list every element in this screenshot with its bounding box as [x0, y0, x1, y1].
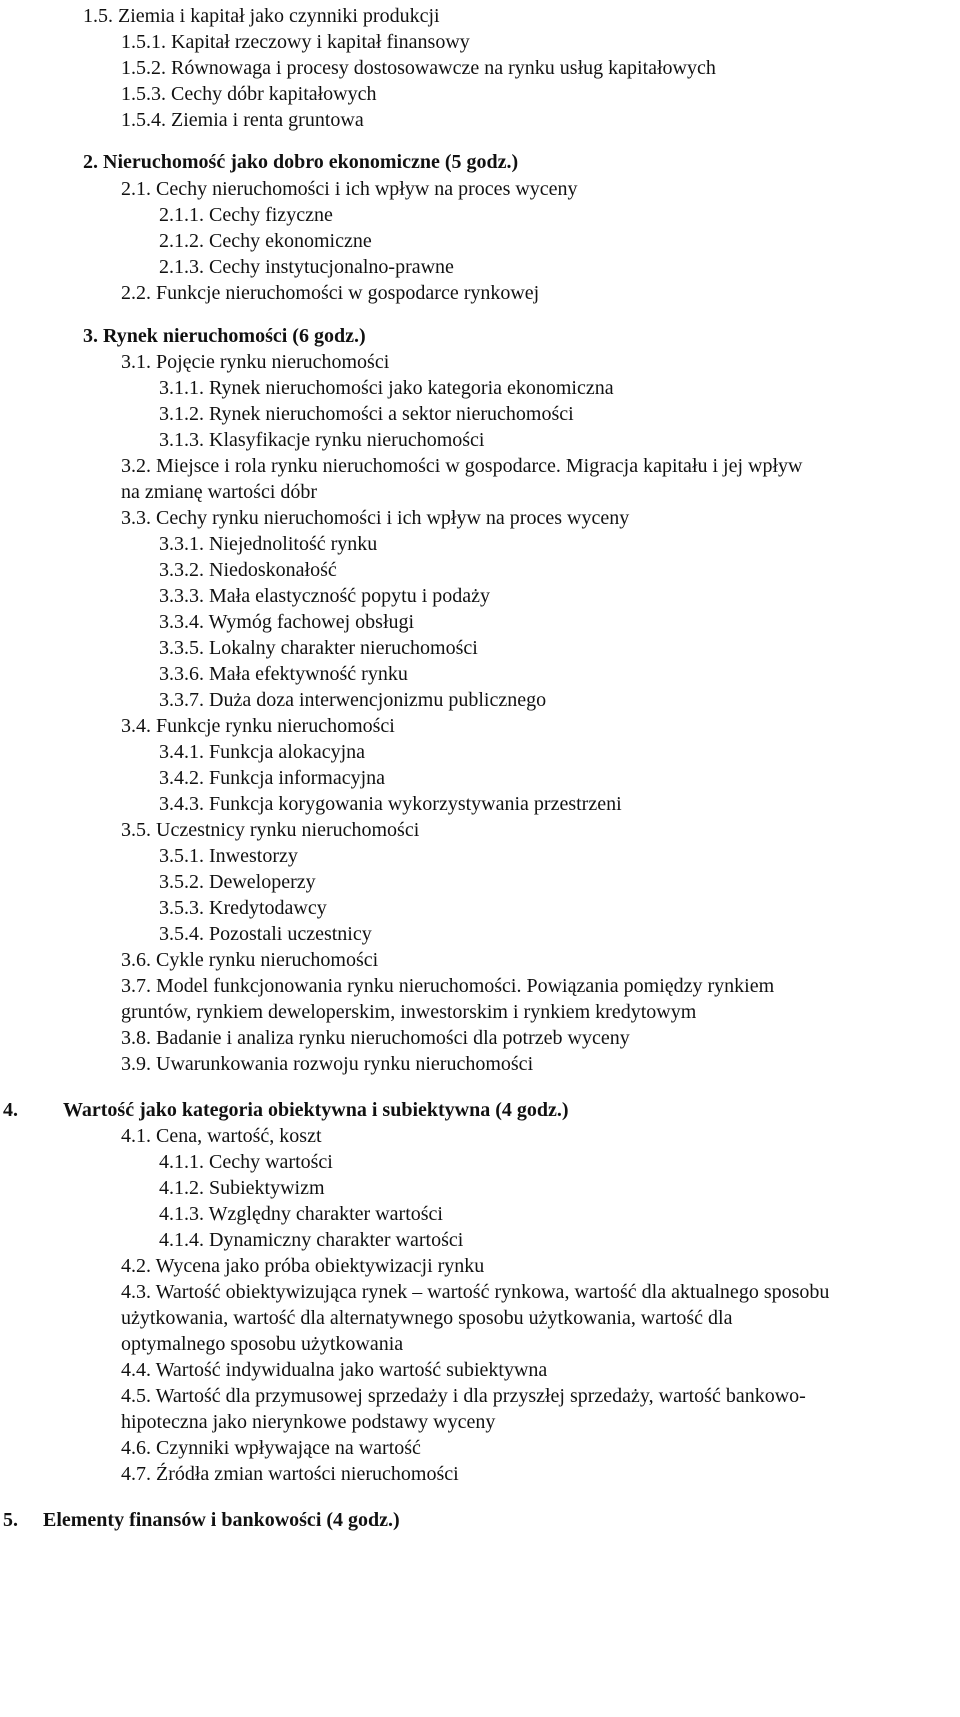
outline-item: 3.6. Cykle rynku nieruchomości — [121, 949, 379, 971]
outline-item: 3.5.2. Deweloperzy — [159, 871, 316, 893]
outline-item: 3.5. Uczestnicy rynku nieruchomości — [121, 819, 420, 841]
outline-item: 4.1.2. Subiektywizm — [159, 1177, 325, 1199]
outline-item: 3.3.5. Lokalny charakter nieruchomości — [159, 637, 478, 659]
outline-item: użytkowania, wartość dla alternatywnego sposobu użytkowania, wartość dla — [121, 1307, 733, 1329]
outline-item: 3.4.2. Funkcja informacyjna — [159, 767, 386, 789]
outline-item: 3.2. Miejsce i rola rynku nieruchomości w gospodarce. Migracja kapitału i jej wpływ — [121, 455, 803, 477]
outline-item: 3.3.3. Mała elastyczność popytu i podaży — [159, 585, 491, 607]
outline-item: 2.1. Cechy nieruchomości i ich wpływ na proces wyceny — [121, 178, 578, 200]
outline-item: gruntów, rynkiem deweloperskim, inwestorskim i rynkiem kredytowym — [121, 1001, 697, 1023]
outline-item: 4.6. Czynniki wpływające na wartość — [121, 1437, 421, 1459]
outline-item: 3.9. Uwarunkowania rozwoju rynku nieruchomości — [121, 1053, 534, 1075]
outline-item: 3.4.1. Funkcja alokacyjna — [159, 741, 366, 763]
outline-item: 3.1. Pojęcie rynku nieruchomości — [121, 351, 390, 373]
outline-item: 3.3.7. Duża doza interwencjonizmu publicznego — [159, 689, 547, 711]
outline-item: 2.1.1. Cechy fizyczne — [159, 204, 333, 226]
outline-item: 3.1.2. Rynek nieruchomości a sektor nieruchomości — [159, 403, 574, 425]
outline-item: na zmianę wartości dóbr — [121, 481, 318, 503]
outline-item: 3.8. Badanie i analiza rynku nieruchomości dla potrzeb wyceny — [121, 1027, 630, 1049]
outline-item: 2.1.3. Cechy instytucjonalno-prawne — [159, 256, 454, 278]
outline-item: optymalnego sposobu użytkowania — [121, 1333, 404, 1355]
outline-item: 4.1.4. Dynamiczny charakter wartości — [159, 1229, 464, 1251]
outline-item: 4.1.1. Cechy wartości — [159, 1151, 333, 1173]
outline-item: 3.3. Cechy rynku nieruchomości i ich wpływ na proces wyceny — [121, 507, 630, 529]
outline-item: 1.5.2. Równowaga i procesy dostosowawcze na rynku usług kapitałowych — [121, 57, 716, 79]
outline-item: 3.5.1. Inwestorzy — [159, 845, 298, 867]
outline-item: 3.3.4. Wymóg fachowej obsługi — [159, 611, 415, 633]
outline-item: 1.5.3. Cechy dóbr kapitałowych — [121, 83, 377, 105]
outline-item: 3.5.4. Pozostali uczestnicy — [159, 923, 372, 945]
section-heading: 4. — [3, 1099, 18, 1121]
outline-item: 3.5.3. Kredytodawcy — [159, 897, 327, 919]
outline-item: 3.1.1. Rynek nieruchomości jako kategoria ekonomiczna — [159, 377, 614, 399]
outline-item: 3.3.1. Niejednolitość rynku — [159, 533, 378, 555]
outline-item: 4.5. Wartość dla przymusowej sprzedaży i dla przyszłej sprzedaży, wartość bankowo- — [121, 1385, 806, 1407]
outline-item: hipoteczna jako nierynkowe podstawy wyceny — [121, 1411, 496, 1433]
section-heading: Wartość jako kategoria obiektywna i subiektywna (4 godz.) — [63, 1099, 569, 1121]
section-heading: 5. — [3, 1509, 18, 1531]
outline-item: 2.2. Funkcje nieruchomości w gospodarce rynkowej — [121, 282, 540, 304]
section-heading: Elementy finansów i bankowości (4 godz.) — [43, 1509, 400, 1531]
outline-item: 2.1.2. Cechy ekonomiczne — [159, 230, 372, 252]
outline-item: 4.1. Cena, wartość, koszt — [121, 1125, 322, 1147]
outline-item: 4.4. Wartość indywidualna jako wartość subiektywna — [121, 1359, 548, 1381]
outline-item: 3.3.6. Mała efektywność rynku — [159, 663, 408, 685]
outline-item: 3.4. Funkcje rynku nieruchomości — [121, 715, 395, 737]
outline-item: 4.1.3. Względny charakter wartości — [159, 1203, 443, 1225]
outline-item: 4.2. Wycena jako próba obiektywizacji rynku — [121, 1255, 485, 1277]
section-heading: 3. Rynek nieruchomości (6 godz.) — [83, 325, 366, 347]
outline-item: 1.5.1. Kapitał rzeczowy i kapitał finansowy — [121, 31, 470, 53]
outline-item: 3.3.2. Niedoskonałość — [159, 559, 337, 581]
outline-item: 3.7. Model funkcjonowania rynku nieruchomości. Powiązania pomiędzy rynkiem — [121, 975, 775, 997]
section-heading: 2. Nieruchomość jako dobro ekonomiczne (5 godz.) — [83, 151, 519, 173]
outline-item: 3.4.3. Funkcja korygowania wykorzystywania przestrzeni — [159, 793, 622, 815]
outline-item: 3.1.3. Klasyfikacje rynku nieruchomości — [159, 429, 485, 451]
outline-item: 4.7. Źródła zmian wartości nieruchomości — [121, 1463, 459, 1485]
outline-item: 1.5.4. Ziemia i renta gruntowa — [121, 109, 364, 131]
outline-item: 1.5. Ziemia i kapitał jako czynniki produkcji — [83, 5, 440, 27]
outline-item: 4.3. Wartość obiektywizująca rynek – wartość rynkowa, wartość dla aktualnego sposobu — [121, 1281, 830, 1303]
